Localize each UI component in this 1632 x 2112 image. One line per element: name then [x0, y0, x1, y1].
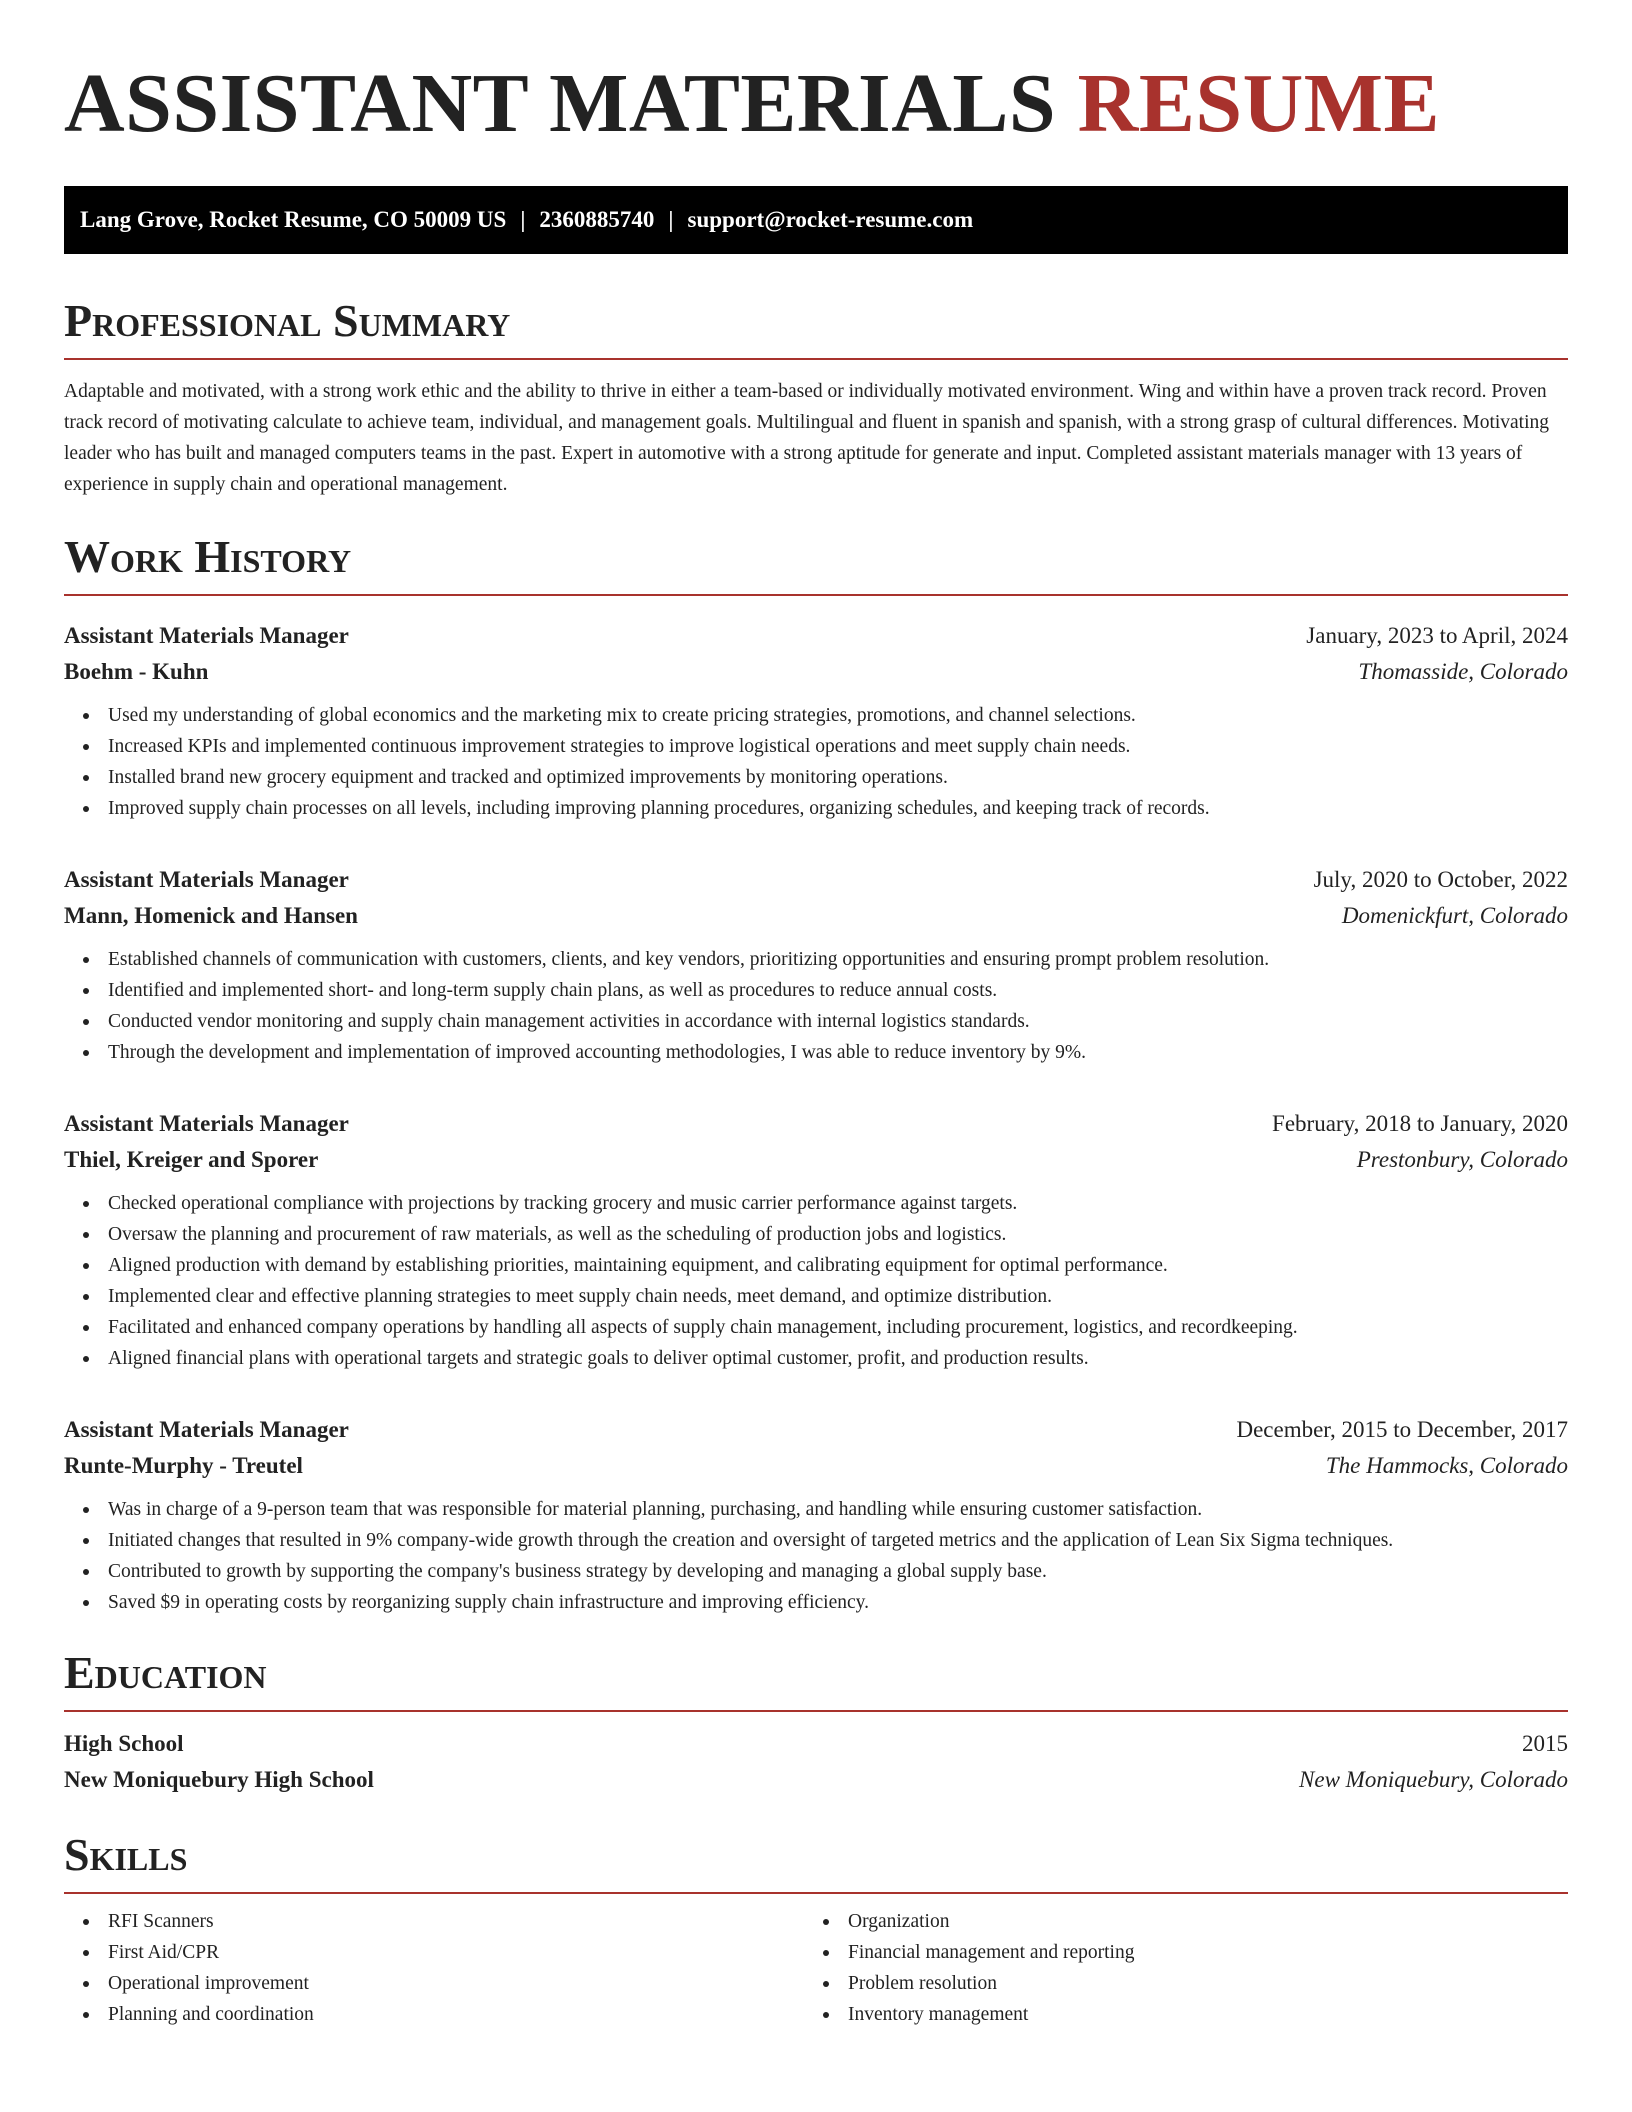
job-entry	[64, 1412, 1568, 1618]
education-section	[64, 1646, 1568, 1798]
job-bullet: Was in charge of a 9-person team that was responsible for material planning, purchasing, and handling while ensuring customer satisfaction.	[108, 1494, 1568, 1525]
job-bullet: Conducted vendor monitoring and supply chain management activities in accordance with internal logistics standards.	[108, 1006, 1568, 1037]
job-title: Assistant Materials Manager	[64, 867, 349, 892]
job-dates: January, 2023 to April, 2024	[1306, 623, 1568, 648]
education-row	[64, 1726, 1568, 1762]
contact-email[interactable]: support@rocket-resume.com	[687, 207, 974, 232]
job-bullet: Initiated changes that resulted in 9% company-wide growth through the creation and oversight of targeted metrics and the application of Lean Six Sigma techniques.	[108, 1525, 1568, 1556]
contact-separator: |	[668, 207, 674, 232]
job-row	[64, 1106, 1568, 1142]
job-company: Boehm - Kuhn	[64, 659, 209, 684]
job-bullet-list	[64, 1494, 1568, 1618]
job-row	[64, 1142, 1568, 1178]
job-dates: February, 2018 to January, 2020	[1272, 1111, 1568, 1136]
job-bullet: Oversaw the planning and procurement of raw materials, as well as the scheduling of production jobs and logistics.	[108, 1219, 1568, 1250]
education-school: New Moniquebury High School	[64, 1767, 374, 1792]
contact-phone[interactable]: 2360885740	[539, 207, 655, 232]
skills-column-left	[64, 1906, 804, 2030]
job-row	[64, 1448, 1568, 1484]
job-title: Assistant Materials Manager	[64, 1111, 349, 1136]
job-bullet: Identified and implemented short- and long-term supply chain plans, as well as procedures to reduce annual costs.	[108, 975, 1568, 1006]
job-company: Mann, Homenick and Hansen	[64, 903, 358, 928]
skill-item: Organization	[848, 1906, 1544, 1937]
skill-item: RFI Scanners	[108, 1906, 804, 1937]
job-company: Thiel, Kreiger and Sporer	[64, 1147, 319, 1172]
job-bullet-list	[64, 700, 1568, 824]
job-list	[64, 618, 1568, 1618]
job-row	[64, 618, 1568, 654]
job-bullet: Used my understanding of global economics and the marketing mix to create pricing strategies, promotions, and channel selections.	[108, 700, 1568, 731]
summary-text: Adaptable and motivated, with a strong work ethic and the ability to thrive in either a team-based or individually motivated environment. Wing and within have a proven track record. Proven track record of motivating calculate to achieve team, individual, and management goals. Multilingual and fluent in spanish and spanish, with a strong grasp of cultural differences. Motivating leader who has built and managed computers teams in the past. Expert in automotive with a strong aptitude for generate and input. Completed assistant materials manager with 13 years of experience in supply chain and operational management.	[64, 381, 1550, 495]
job-bullet: Aligned financial plans with operational targets and strategic goals to deliver optimal customer, profit, and production results.	[108, 1343, 1568, 1374]
job-row	[64, 898, 1568, 934]
education-degree: High School	[64, 1731, 184, 1756]
job-title: Assistant Materials Manager	[64, 623, 349, 648]
job-bullet: Increased KPIs and implemented continuous improvement strategies to improve logistical operations and meet supply chain needs.	[108, 731, 1568, 762]
section-heading: Work History	[64, 530, 1568, 596]
education-row	[64, 1762, 1568, 1798]
job-bullet: Contributed to growth by supporting the company's business strategy by developing and managing a global supply base.	[108, 1556, 1568, 1587]
skills-section	[64, 1828, 1568, 2030]
section-heading: Education	[64, 1646, 1568, 1712]
contact-address: Lang Grove, Rocket Resume, CO 50009 US	[80, 207, 507, 232]
contact-bar	[64, 186, 1568, 254]
resume-title	[64, 56, 1568, 152]
skill-item: Financial management and reporting	[848, 1937, 1544, 1968]
job-entry	[64, 862, 1568, 1068]
job-company: Runte-Murphy - Treutel	[64, 1453, 303, 1478]
job-entry	[64, 1106, 1568, 1374]
job-dates: July, 2020 to October, 2022	[1313, 867, 1568, 892]
job-bullet: Established channels of communication with customers, clients, and key vendors, prioritizing opportunities and ensuring prompt problem resolution.	[108, 944, 1568, 975]
education-location: New Moniquebury, Colorado	[1299, 1767, 1568, 1792]
skill-item: Inventory management	[848, 1999, 1544, 2030]
job-title: Assistant Materials Manager	[64, 1417, 349, 1442]
professional-summary-section	[64, 294, 1568, 500]
job-location: Domenickfurt, Colorado	[1341, 903, 1568, 928]
job-bullet: Checked operational compliance with projections by tracking grocery and music carrier performance against targets.	[108, 1188, 1568, 1219]
job-bullet-list	[64, 944, 1568, 1068]
job-row	[64, 654, 1568, 690]
job-bullet-list	[64, 1188, 1568, 1374]
job-bullet: Facilitated and enhanced company operations by handling all aspects of supply chain management, including procurement, logistics, and recordkeeping.	[108, 1312, 1568, 1343]
education-entry	[64, 1726, 1568, 1798]
education-year: 2015	[1522, 1731, 1568, 1756]
job-dates: December, 2015 to December, 2017	[1236, 1417, 1568, 1442]
work-history-section	[64, 530, 1568, 1618]
section-heading: Skills	[64, 1828, 1568, 1894]
job-location: Thomasside, Colorado	[1358, 659, 1568, 684]
title-accent: RESUME	[1077, 57, 1441, 150]
title-main: ASSISTANT MATERIALS	[64, 57, 1057, 150]
job-bullet: Installed brand new grocery equipment and tracked and optimized improvements by monitoring operations.	[108, 762, 1568, 793]
job-row	[64, 1412, 1568, 1448]
skill-item: Operational improvement	[108, 1968, 804, 1999]
skills-grid	[64, 1906, 1568, 2030]
job-bullet: Through the development and implementation of improved accounting methodologies, I was able to reduce inventory by 9%.	[108, 1037, 1568, 1068]
job-bullet: Implemented clear and effective planning strategies to meet supply chain needs, meet demand, and optimize distribution.	[108, 1281, 1568, 1312]
skill-item: Problem resolution	[848, 1968, 1544, 1999]
job-bullet: Aligned production with demand by establishing priorities, maintaining equipment, and calibrating equipment for optimal performance.	[108, 1250, 1568, 1281]
skill-item: Planning and coordination	[108, 1999, 804, 2030]
contact-separator: |	[520, 207, 526, 232]
job-bullet: Improved supply chain processes on all levels, including improving planning procedures, organizing schedules, and keeping track of records.	[108, 793, 1568, 824]
job-bullet: Saved $9 in operating costs by reorganizing supply chain infrastructure and improving efficiency.	[108, 1587, 1568, 1618]
skills-column-right	[804, 1906, 1544, 2030]
skill-item: First Aid/CPR	[108, 1937, 804, 1968]
job-entry	[64, 618, 1568, 824]
job-location: Prestonbury, Colorado	[1356, 1147, 1568, 1172]
section-heading: Professional Summary	[64, 294, 1568, 360]
job-location: The Hammocks, Colorado	[1325, 1453, 1568, 1478]
job-row	[64, 862, 1568, 898]
